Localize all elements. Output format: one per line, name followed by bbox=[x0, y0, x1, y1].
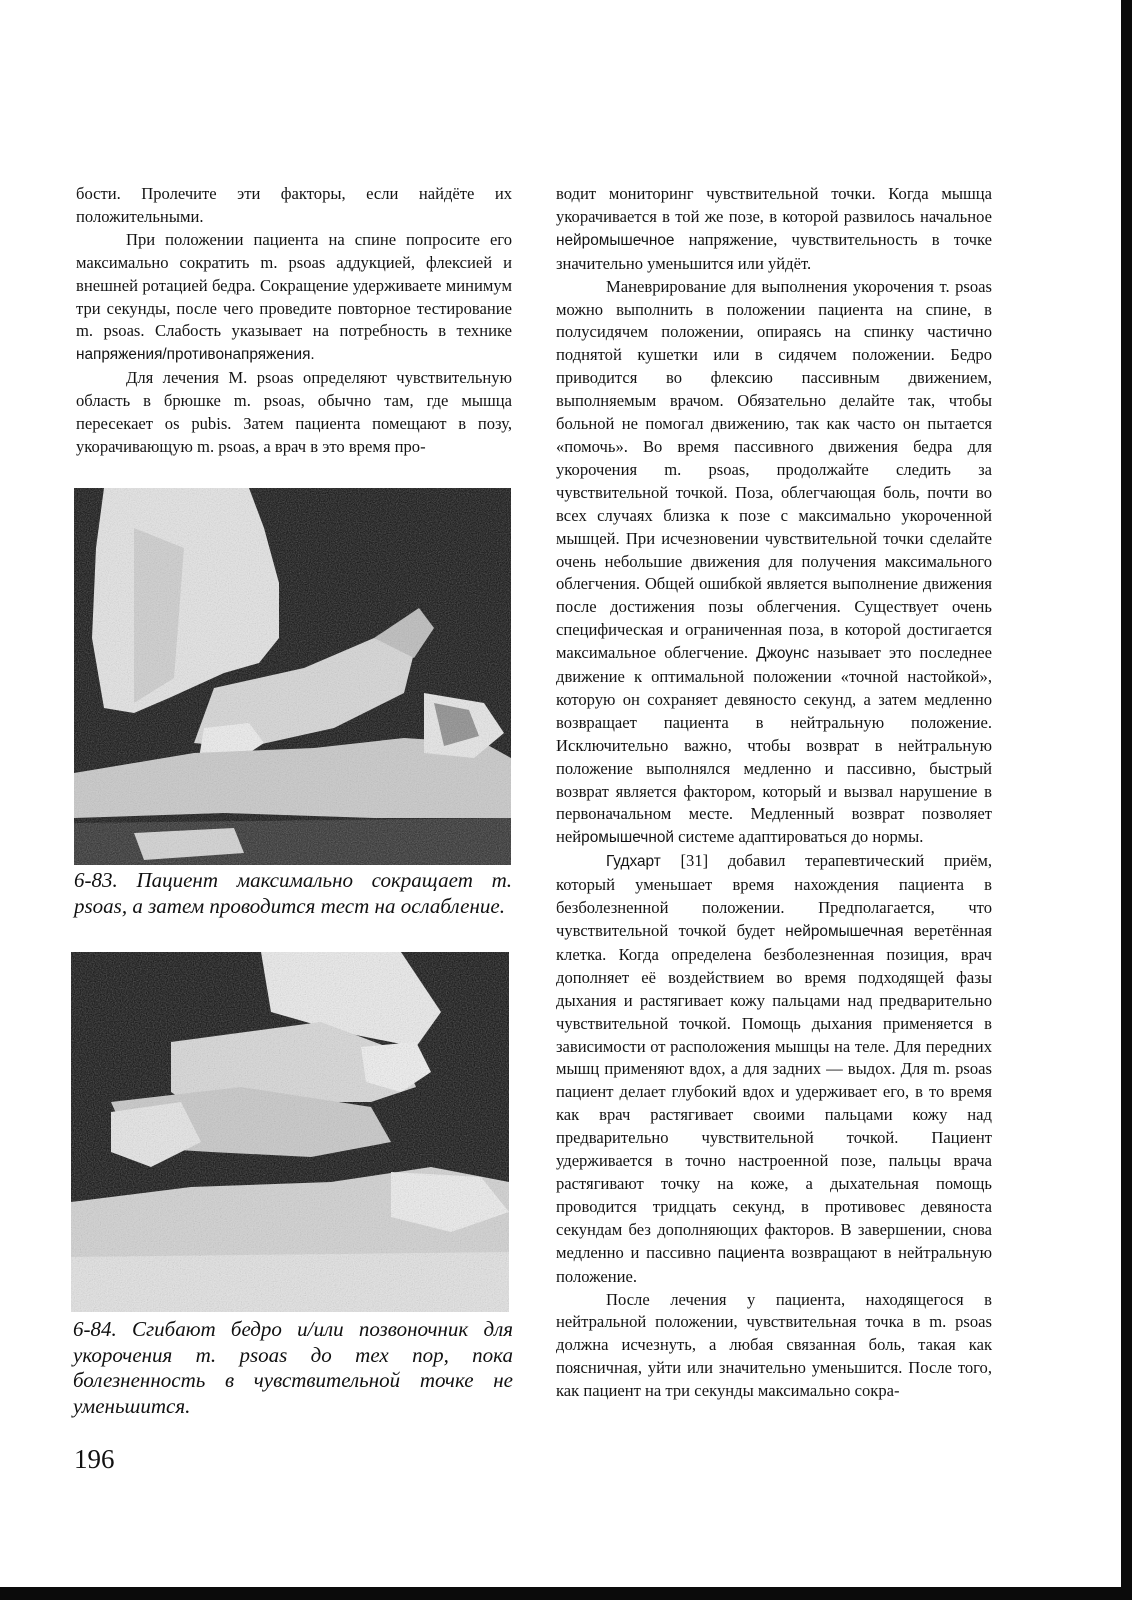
paragraph: Для лечения M. psoas определяют чувствительную область в брюшке m. psoas, обычно там, где мышца пересекает os pubis. Затем пациента помещают в позу, укорачивающую m. psoas, а врач в это время про- bbox=[76, 368, 512, 456]
paragraph: Маневрирование для выполнения укорочения т. psoas можно выполнить в положении пациента на спине, в полусидячем положении, опираясь на спинку частично поднятой кушетки или в сидячем положении. Бедро приводится во флексию пассивным движением, выполняемым врачом. Обязательно делайте так, чтобы больной не помогал движению, так как часто он пытается «помочь». Во время пассивного движения бедра для укорочения m. psoas, продолжайте следить за чувствительной точкой. Поза, облегчающая боль, почти во всех случаях близка к позе с максимально укороченной мышцей. При исчезновении чувствительной точки сделайте очень небольшие движения для получения максимального облегчения. Общей ошибкой является выполнение движения после достижения позы облегчения. Существует очень специфическая и ограниченная поза, в которой достигается максимальное облегчение. Джоунс называет это последнее движение к оптимальной положении «точной настойкой», которую он сохраняет девяносто секунд, а затем медленно возвращает пациента в нейтральную положение. Исключительно важно, чтобы возврат в нейтральную положение выполнялся медленно и пассивно, быстрый возврат является фактором, который и вызвал нарушение в первоначальном месте. Медленный возврат позволяет нейромышечной системе адаптироваться до нормы. bbox=[556, 276, 992, 847]
term-highlight: ромышечной bbox=[581, 829, 674, 847]
figure-6-84-photo bbox=[71, 952, 509, 1312]
term-highlight: нейромышечная bbox=[785, 923, 904, 940]
figure-6-83-photo bbox=[74, 488, 511, 865]
page-number: 196 bbox=[74, 1444, 115, 1474]
term-highlight: нейромышечное bbox=[556, 231, 675, 249]
term-highlight: Джоунс bbox=[756, 645, 810, 663]
figure-6-84-caption: 6-84. Сгибают бедро и/или позвоночник для укорочения m. psoas до тех пор, пока болезненность в чувствительной точке не уменьшится. bbox=[73, 1317, 513, 1418]
paragraph: водит мониторинг чувствительной точки. Когда мышца укорачивается в той же позе, в которой развилось начальное нейромышечное напряжение, чувствительность в точке значительно уменьшится или уйдёт. bbox=[556, 184, 992, 273]
right-text-column bbox=[556, 183, 992, 1403]
paragraph: Гудхарт [31] добавил терапевтический приём, который уменьшает время нахождения пациента в безболезненной положении. Предполагается, что чувствительной точкой будет нейромышечная веретённая клетка. Когда определена безболезненная позиция, врач дополняет её воздействием во время подходящей фазы дыхания и растягивает кожу пальцами над предварительно чувствительной точкой. Помощь дыхания применяется в зависимости от расположения мышцы на теле. Для передних мышц применяют вдох, а для задних — выдох. Для m. psoas пациент делает глубокий вдох и удерживает его, в то время как врач растягивает своими пальцами кожу над предварительно чувствительной точкой. Пациент удерживается в точно настроенной позе, пальцы врача растягивают точку на коже, а дыхательная помощь проводится тридцать секунд, в противовес девяноста секундам без дополняющих факторов. В завершении, снова медленно и пассивно пациента возвращают в нейтральную положение. bbox=[556, 851, 992, 1286]
scan-edge-right bbox=[1121, 0, 1132, 1600]
paragraph: бости. Пролечите эти факторы, если найдёте их положительными. bbox=[76, 184, 512, 226]
term-highlight: пациента bbox=[717, 1244, 785, 1262]
author-name: Гудхарт bbox=[606, 853, 661, 871]
scan-edge-bottom bbox=[0, 1587, 1132, 1600]
left-text-column bbox=[76, 183, 512, 459]
paragraph: При положении пациента на спине попросите его максимально сократить m. psoas аддукцией, флексией и внешней ротацией бедра. Сокращение удерживаете минимум три секунды, после чего проведите повторное тестирование m. psoas. Слабость указывает на потребность в технике напряжения/противонапряжения. bbox=[76, 229, 512, 364]
term-highlight: напряжения/противонапряжения. bbox=[76, 346, 315, 364]
paragraph: После лечения у пациента, находящегося в нейтральной положении, чувствительная точка в m. psoas должна исчезнуть, а любая связанная боль, такая как поясничная, уйти или значительно уменьшится. После того, как пациент на три секунды максимально сокра- bbox=[556, 1289, 992, 1401]
figure-6-83-caption: 6-83. Пациент максимально сокращает m. psoas, а затем проводится тест на ослабление. bbox=[74, 868, 512, 918]
